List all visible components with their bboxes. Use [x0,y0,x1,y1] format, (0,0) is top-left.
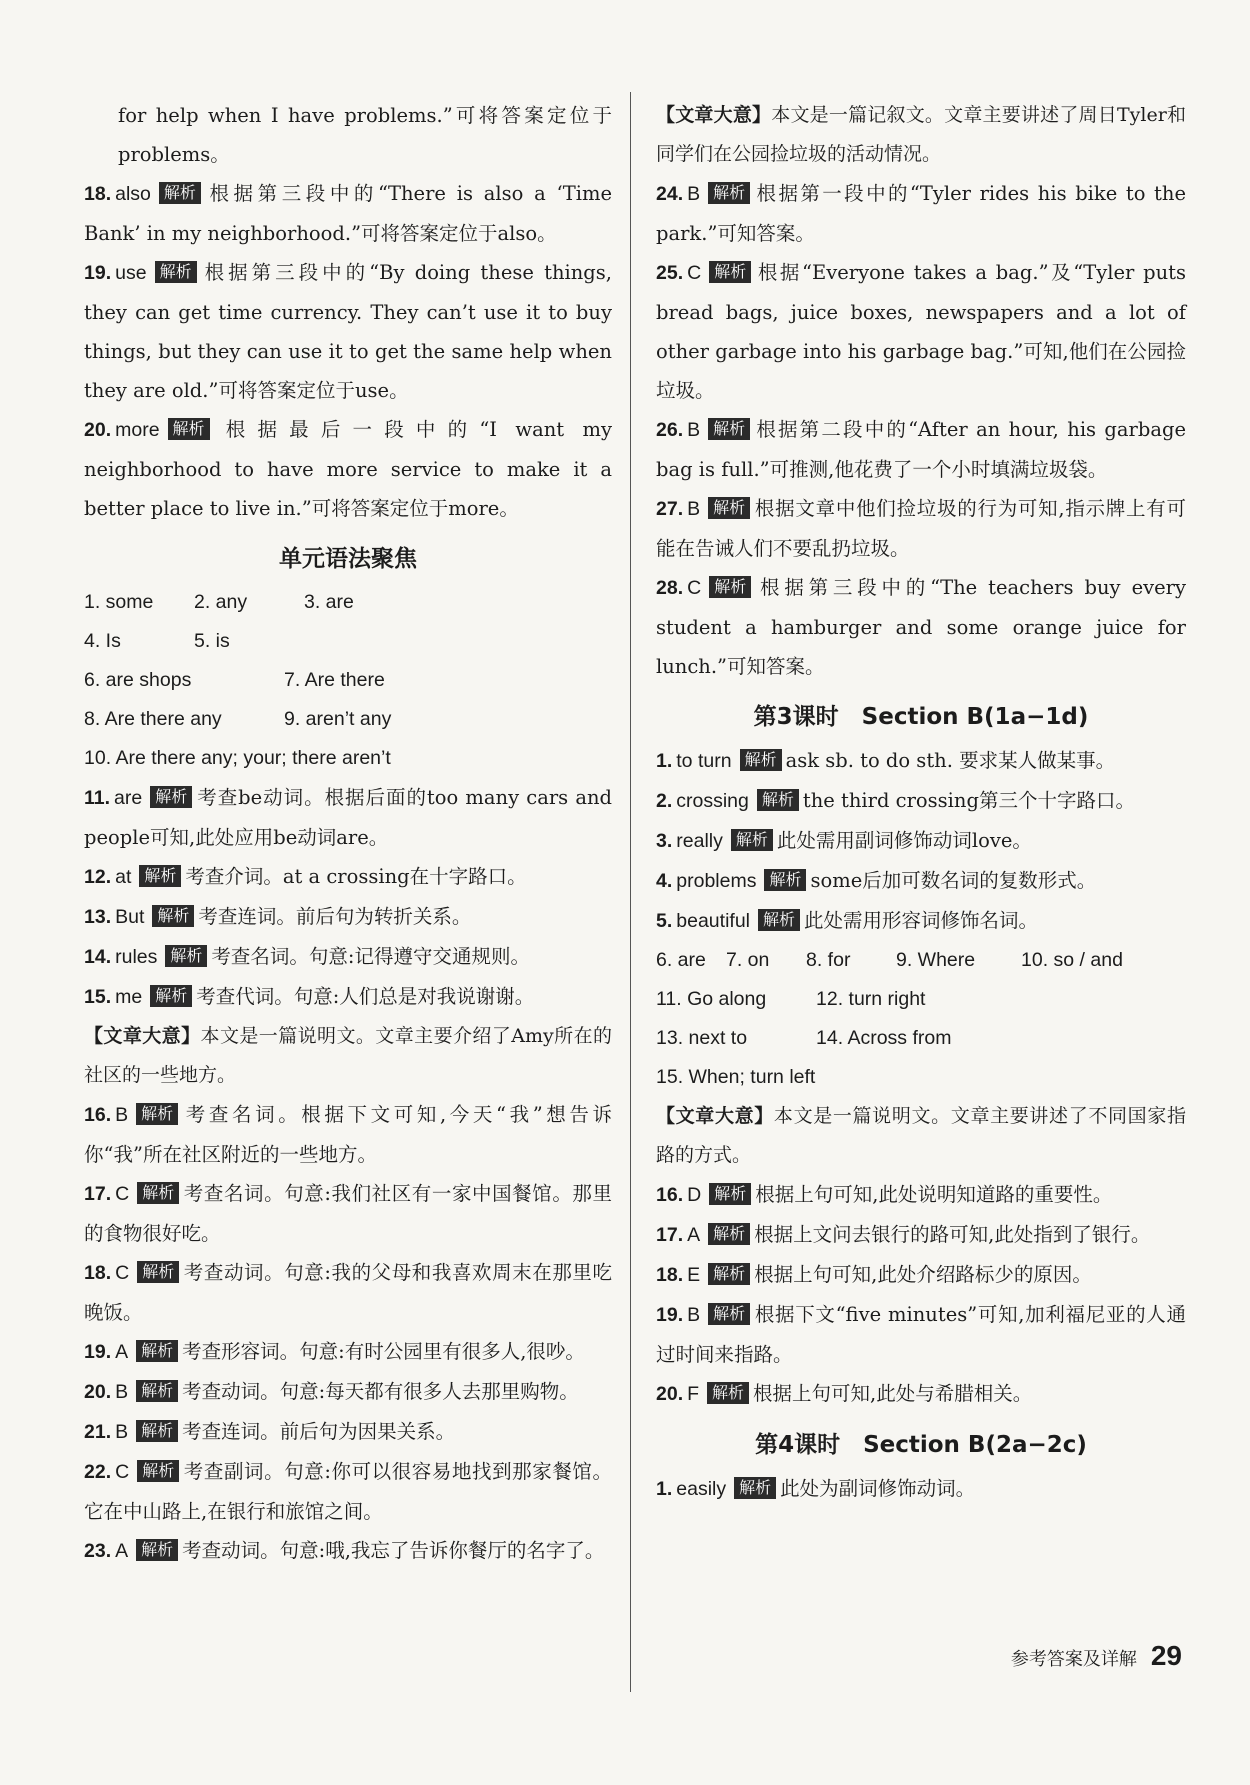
explanation-tag: 解析 [708,182,750,204]
summary-text: 本文是一篇说明文。文章主要讲述了不同国家指路的方式。 [656,1105,1186,1166]
grammar-row [84,661,612,700]
answer-item [656,253,1186,410]
item-answer: beautiful [676,910,750,932]
item-text: 根据第三段中的“There is also a ‘Time Bank’ in my neighborhood.”可将答案定位于also。 [84,182,612,245]
item-number: 18. [656,1264,684,1286]
item-answer: rules [115,946,158,968]
item-text: 根据最后一段中的“I want my neighborhood to have more service to make it a better place to live in.”可将答案定位于more。 [84,418,612,520]
item-number: 1. [656,1478,673,1500]
explanation-tag: 解析 [709,1183,751,1205]
answer-item [84,174,612,253]
item-number: 19. [84,1341,112,1363]
answer-row [656,941,1186,980]
short-answer: 11. Go along [656,988,767,1010]
item-text: 考查代词。句意:人们总是对我说谢谢。 [196,985,535,1008]
left-column [84,96,612,1571]
explanation-tag: 解析 [734,1477,776,1499]
explanation-tag: 解析 [758,909,800,931]
explanation-tag: 解析 [708,1263,750,1285]
explanation-tag: 解析 [155,261,197,283]
item-text: 考查动词。句意:每天都有很多人去那里购物。 [182,1380,579,1403]
explanation-tag: 解析 [137,1261,179,1283]
page-footer [1011,1640,1182,1672]
explanation-tag: 解析 [731,829,773,851]
grammar-answer: 9. aren’t any [284,708,392,730]
explanation-tag: 解析 [150,786,192,808]
grammar-answer: 5. is [194,630,230,652]
grammar-row [84,739,612,778]
item-text: 此处为副词修饰动词。 [780,1477,976,1500]
item-answer: at [115,866,132,888]
item-text: 此处需用形容词修饰名词。 [804,909,1039,932]
item-number: 23. [84,1540,112,1562]
item-answer: A [115,1540,129,1562]
short-answer: 10. so / and [1021,949,1123,971]
explanation-tag: 解析 [708,1303,750,1325]
answer-item [84,1095,612,1174]
item-text: 考查连词。前后句为因果关系。 [182,1420,456,1443]
section-title: 第3课时 Section B(1a−1d) [753,704,1089,730]
summary-heading: 【文章大意】 [656,1105,774,1127]
answer-item [84,1332,612,1372]
item-answer: more [115,419,160,441]
item-answer: me [115,986,143,1008]
explanation-tag: 解析 [709,576,751,598]
item-number: 27. [656,498,684,520]
item-number: 20. [84,1381,112,1403]
item-number: 14. [84,946,112,968]
grammar-row [84,622,612,661]
explanation-tag: 解析 [150,985,192,1007]
article-summary [656,1097,1186,1175]
item-answer: problems [676,870,757,892]
explanation-tag: 解析 [136,1539,178,1561]
answer-item [84,253,612,410]
item-text: the third crossing第三个十字路口。 [802,789,1135,812]
item-text: 考查名词。句意:记得遵守交通规则。 [211,945,530,968]
item-text: 考查动词。句意:哦,我忘了告诉你餐厅的名字了。 [182,1539,605,1562]
explanation-tag: 解析 [136,1380,178,1402]
item-answer: really [676,830,723,852]
answer-item [84,1372,612,1412]
explanation-tag: 解析 [137,1460,179,1482]
item-answer: crossing [676,790,749,812]
item-answer: E [687,1264,701,1286]
item-answer: A [687,1224,701,1246]
item-number: 26. [656,419,684,441]
item-text: 考查副词。句意:你可以很容易地找到那家餐馆。它在中山路上,在银行和旅馆之间。 [84,1460,612,1523]
item-answer: B [687,498,701,520]
grammar-answer: 1. some [84,591,154,613]
page-number: 29 [1150,1640,1182,1671]
item-answer: easily [676,1478,727,1500]
grammar-row [84,583,612,622]
item-number: 17. [84,1183,112,1205]
answer-item [656,1374,1186,1414]
answer-item [656,901,1186,941]
item-text: 根据下文“five minutes”可知,加利福尼亚的人通过时间来指路。 [656,1303,1186,1366]
item-number: 16. [84,1104,112,1126]
item-number: 16. [656,1184,684,1206]
item-number: 21. [84,1421,112,1443]
item-number: 20. [84,419,112,441]
grammar-answer: 7. Are there [284,669,385,691]
answer-item [84,897,612,937]
item-text: 根据第一段中的“Tyler rides his bike to the park.”可知答案。 [656,182,1186,245]
explanation-tag: 解析 [757,789,799,811]
answer-item [84,1412,612,1452]
explanation-tag: 解析 [707,1382,749,1404]
item-text: 考查动词。句意:我的父母和我喜欢周末在那里吃晚饭。 [84,1261,612,1324]
item-answer: B [115,1104,129,1126]
item-answer: are [114,787,143,809]
footer-label: 参考答案及详解 [1010,1649,1137,1670]
item-answer: C [687,577,702,599]
answer-item [656,1469,1186,1509]
item-number: 22. [84,1461,112,1483]
item-answer: B [687,1304,701,1326]
item-text: 根据上文问去银行的路可知,此处指到了银行。 [754,1223,1151,1246]
right-column [656,96,1186,1509]
grammar-answer: 4. Is [84,630,121,652]
item-answer: C [687,262,702,284]
article-summary [84,1017,612,1095]
item-number: 17. [656,1224,684,1246]
item-number: 20. [656,1383,684,1405]
answer-row [656,1058,1186,1097]
item-answer: also [115,183,151,205]
column-divider [630,92,631,1692]
item-answer: F [687,1383,700,1405]
explanation-tag: 解析 [136,1420,178,1442]
answer-item [656,174,1186,253]
item-number: 1. [656,750,673,772]
item-number: 4. [656,870,673,892]
answer-item [656,489,1186,568]
answer-item [84,857,612,897]
item-answer: But [115,906,145,928]
item-number: 28. [656,577,684,599]
summary-heading: 【文章大意】 [656,104,772,126]
explanation-tag: 解析 [152,905,194,927]
answer-item [84,1174,612,1253]
explanation-tag: 解析 [139,865,181,887]
explanation-tag: 解析 [708,497,750,519]
item-text: 考查名词。根据下文可知,今天“我”想告诉你“我”所在社区附近的一些地方。 [84,1103,612,1166]
answer-item [656,1295,1186,1374]
explanation-tag: 解析 [740,749,782,771]
answer-item [656,741,1186,781]
item-answer: B [687,183,701,205]
explanation-tag: 解析 [764,869,806,891]
explanation-tag: 解析 [168,418,210,440]
grammar-answer: 10. Are there any; your; there aren’t [84,747,391,769]
answer-item [656,1175,1186,1215]
explanation-tag: 解析 [137,1182,179,1204]
summary-heading: 【文章大意】 [84,1025,201,1047]
item-text: 考查名词。句意:我们社区有一家中国餐馆。那里的食物很好吃。 [84,1182,612,1245]
explanation-tag: 解析 [709,261,751,283]
item-text: 根据文章中他们捡垃圾的行为可知,指示牌上有可能在告诫人们不要乱扔垃圾。 [656,497,1186,560]
short-answer: 14. Across from [816,1027,952,1049]
summary-text: 本文是一篇记叙文。文章主要讲述了周日Tyler和同学们在公园捡垃圾的活动情况。 [656,104,1186,165]
explanation-tag: 解析 [165,945,207,967]
item-number: 3. [656,830,673,852]
item-number: 24. [656,183,684,205]
item-text: 根据上句可知,此处与希腊相关。 [753,1382,1033,1405]
short-answer: 13. next to [656,1027,748,1049]
answer-item [656,1255,1186,1295]
short-answer: 8. for [806,949,851,971]
section-title: 单元语法聚焦 [279,546,417,572]
item-number: 5. [656,910,673,932]
item-answer: B [115,1421,129,1443]
summary-text: 本文是一篇说明文。文章主要介绍了Amy所在的社区的一些地方。 [84,1025,612,1086]
answer-row [656,980,1186,1019]
answer-item [84,778,612,857]
item-number: 18. [84,1262,112,1284]
explanation-tag: 解析 [136,1103,178,1125]
short-answer: 7. on [726,949,770,971]
answer-item [84,410,612,528]
item-answer: use [115,262,147,284]
item-number: 18. [84,183,112,205]
item-answer: B [115,1381,129,1403]
item-answer: A [115,1341,129,1363]
item-text: 根据“Everyone takes a bag.”及“Tyler puts bread bags, juice boxes, newspapers and a lot of other garbage into his garbage bag.”可知,他们在公园捡垃圾。 [656,261,1186,402]
item-number: 2. [656,790,673,812]
item-answer: B [687,419,701,441]
item-number: 13. [84,906,112,928]
answer-row [656,1019,1186,1058]
short-answer: 6. are [656,949,706,971]
answer-item [656,568,1186,686]
item-text: 考查介词。at a crossing在十字路口。 [185,865,527,888]
list-item [84,96,612,174]
item-text: 根据上句可知,此处说明知道路的重要性。 [755,1183,1113,1206]
item-text: 考查形容词。句意:有时公园里有很多人,很吵。 [182,1340,585,1363]
article-summary [656,96,1186,174]
item-text: 根据第三段中的“The teachers buy every student a hamburger and some orange juice for lunch.”可知答案。 [656,576,1186,678]
answer-item [656,861,1186,901]
item-text: some后加可数名词的复数形式。 [810,869,1097,892]
grammar-answer: 6. are shops [84,669,192,691]
item-number: 19. [656,1304,684,1326]
item-text: 考查连词。前后句为转折关系。 [198,905,472,928]
short-answer: 12. turn right [816,988,926,1010]
item-text: ask sb. to do sth. 要求某人做某事。 [785,749,1116,772]
item-text: 根据第二段中的“After an hour, his garbage bag is full.”可推测,他花费了一个小时填满垃圾袋。 [656,418,1186,481]
grammar-answer: 2. any [194,591,248,613]
item-text: 根据上句可知,此处介绍路标少的原因。 [754,1263,1092,1286]
answer-item [84,977,612,1017]
answer-item [84,1452,612,1531]
item-number: 15. [84,986,112,1008]
item-number: 12. [84,866,112,888]
item-text: for help when I have problems.”可将答案定位于problems。 [118,104,612,166]
answer-item [656,410,1186,489]
short-answer: 15. When; turn left [656,1066,816,1088]
section-title: 第4课时 Section B(2a−2c) [755,1432,1087,1458]
item-text: 考查be动词。根据后面的too many cars and people可知,此处应用be动词are。 [84,786,612,849]
answer-item [84,937,612,977]
item-answer: C [115,1262,130,1284]
item-text: 根据第三段中的“By doing these things, they can get time currency. They can’t use it to buy things, but they can use it to get the same help when they are old.”可将答案定位于use。 [84,261,612,402]
grammar-answer: 8. Are there any [84,708,222,730]
item-number: 11. [84,787,111,809]
item-number: 19. [84,262,112,284]
answer-item [656,1215,1186,1255]
grammar-row [84,700,612,739]
explanation-tag: 解析 [136,1340,178,1362]
item-text: 此处需用副词修饰动词love。 [776,829,1032,852]
item-answer: C [115,1461,130,1483]
explanation-tag: 解析 [708,418,750,440]
item-answer: D [687,1184,702,1206]
explanation-tag: 解析 [708,1223,750,1245]
short-answer: 9. Where [896,949,976,971]
answer-item [656,781,1186,821]
item-answer: to turn [676,750,732,772]
explanation-tag: 解析 [159,182,201,204]
answer-item [84,1253,612,1332]
grammar-answer: 3. are [304,591,354,613]
answer-item [84,1531,612,1571]
item-answer: C [115,1183,130,1205]
item-number: 25. [656,262,684,284]
answer-item [656,821,1186,861]
